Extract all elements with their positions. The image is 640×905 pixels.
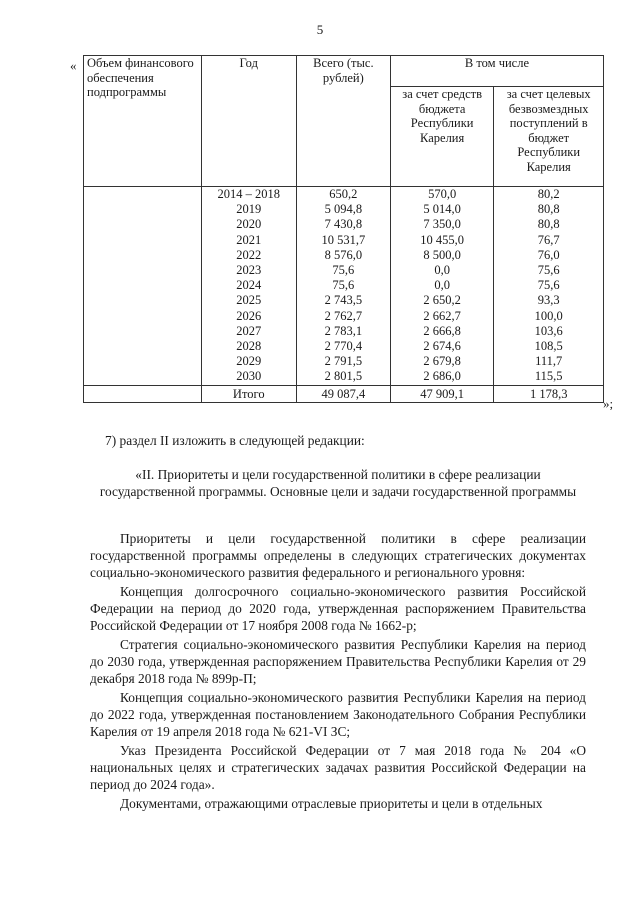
- table-row: [84, 248, 604, 263]
- row-budget: 5 014,0: [390, 202, 493, 217]
- row-label-cell: [84, 339, 202, 354]
- row-total: 2 783,1: [296, 324, 390, 339]
- table-row: [84, 202, 604, 217]
- row-budget: 2 650,2: [390, 293, 493, 308]
- row-budget: 0,0: [390, 263, 493, 278]
- table-row: [84, 369, 604, 385]
- table-header-row: [84, 56, 604, 87]
- amendment-item-7: 7) раздел II изложить в следующей редакции:: [105, 433, 365, 448]
- row-label-cell: [84, 233, 202, 248]
- row-grants: 115,5: [494, 369, 604, 385]
- row-label-cell: [84, 187, 202, 203]
- row-total: 2 762,7: [296, 309, 390, 324]
- row-grants: 75,6: [494, 278, 604, 293]
- row-budget: 7 350,0: [390, 217, 493, 232]
- row-grants: 76,0: [494, 248, 604, 263]
- opening-quote: «: [70, 58, 77, 73]
- row-grants: 80,8: [494, 202, 604, 217]
- row-grants: 80,8: [494, 217, 604, 232]
- row-total: 2 743,5: [296, 293, 390, 308]
- row-year: 2029: [201, 354, 296, 369]
- header-grant-funds: за счет целевых безвозмездных поступлений в бюджет Республики Карелия: [494, 87, 604, 187]
- row-year: 2023: [201, 263, 296, 278]
- row-year: 2014 – 2018: [201, 187, 296, 203]
- paragraph: Концепция долгосрочного социально-экономического развития Российской Федерации на период до 2020 года, утвержденная распоряжением Правительства Российской Федерации от 17 ноября 2008 года № 1662-р;: [90, 584, 586, 633]
- row-label-cell: [84, 309, 202, 324]
- row-grants: 103,6: [494, 324, 604, 339]
- row-year: 2026: [201, 309, 296, 324]
- row-year: 2025: [201, 293, 296, 308]
- row-label-cell: [84, 324, 202, 339]
- page-number: 5: [316, 22, 324, 37]
- row-year: 2020: [201, 217, 296, 232]
- table-row: [84, 233, 604, 248]
- row-year: 2028: [201, 339, 296, 354]
- table-row: [84, 217, 604, 232]
- row-grants: 111,7: [494, 354, 604, 369]
- row-label-cell: [84, 369, 202, 385]
- row-total: 2 770,4: [296, 339, 390, 354]
- closing-quote: »;: [603, 396, 614, 411]
- table-body: [84, 187, 604, 386]
- row-label-cell: [84, 278, 202, 293]
- total-label: Итого: [201, 385, 296, 402]
- table-total-row: [84, 385, 604, 402]
- row-year: 2019: [201, 202, 296, 217]
- body-text: [90, 530, 586, 814]
- row-budget: 2 679,8: [390, 354, 493, 369]
- row-total: 5 094,8: [296, 202, 390, 217]
- total-grants: 1 178,3: [494, 385, 604, 402]
- row-label-cell: [84, 293, 202, 308]
- row-budget: 2 662,7: [390, 309, 493, 324]
- header-including: В том числе: [390, 56, 603, 87]
- row-grants: 108,5: [494, 339, 604, 354]
- paragraph: Концепция социально-экономического развития Республики Карелия на период до 2022 года, утвержденная постановлением Законодательного Собрания Республики Карелия от 19 апреля 2018 года № 621-VI ЗС;: [90, 690, 586, 739]
- section-heading: «II. Приоритеты и цели государственной политики в сфере реализации государственной программы. Основные цели и задачи государственной программы: [99, 467, 577, 499]
- paragraph: Указ Президента Российской Федерации от 7 мая 2018 года № 204 «О национальных целях и стратегических задачах развития Российской Федерации на период до 2024 года».: [90, 743, 586, 792]
- row-label-cell: [84, 263, 202, 278]
- row-label-cell: [84, 217, 202, 232]
- table-row: [84, 354, 604, 369]
- paragraph: Приоритеты и цели государственной политики в сфере реализации государственной программы определены в следующих стратегических документах социально-экономического развития федерального и регионального уровня:: [90, 531, 586, 580]
- paragraph: Стратегия социально-экономического развития Республики Карелия на период до 2030 года, утвержденная распоряжением Правительства Республики Карелия от 29 декабря 2018 года № 899р-П;: [90, 637, 586, 686]
- row-label-cell: [84, 202, 202, 217]
- header-total: Всего (тыс. рублей): [296, 56, 390, 187]
- table-row: [84, 309, 604, 324]
- row-year: 2024: [201, 278, 296, 293]
- row-label-cell: [84, 354, 202, 369]
- table-row: [84, 293, 604, 308]
- row-grants: 100,0: [494, 309, 604, 324]
- row-budget: 570,0: [390, 187, 493, 203]
- table-row: [84, 263, 604, 278]
- row-total: 2 791,5: [296, 354, 390, 369]
- row-year: 2022: [201, 248, 296, 263]
- header-financing-volume: Объем финансового обеспечения подпрограммы: [84, 56, 202, 187]
- paragraph: Документами, отражающими отраслевые приоритеты и цели в отдельных: [120, 796, 543, 811]
- row-budget: 2 686,0: [390, 369, 493, 385]
- total-sum: 49 087,4: [296, 385, 390, 402]
- row-total: 2 801,5: [296, 369, 390, 385]
- row-budget: 2 674,6: [390, 339, 493, 354]
- table-row: [84, 187, 604, 203]
- row-total: 8 576,0: [296, 248, 390, 263]
- row-grants: 76,7: [494, 233, 604, 248]
- header-year: Год: [201, 56, 296, 187]
- header-budget-funds: за счет средств бюджета Республики Карелия: [390, 87, 493, 187]
- row-budget: 0,0: [390, 278, 493, 293]
- total-empty-cell: [84, 385, 202, 402]
- row-label-cell: [84, 248, 202, 263]
- table-row: [84, 324, 604, 339]
- row-grants: 93,3: [494, 293, 604, 308]
- row-budget: 8 500,0: [390, 248, 493, 263]
- total-budget: 47 909,1: [390, 385, 493, 402]
- row-total: 7 430,8: [296, 217, 390, 232]
- row-year: 2021: [201, 233, 296, 248]
- row-total: 75,6: [296, 263, 390, 278]
- row-budget: 10 455,0: [390, 233, 493, 248]
- row-year: 2027: [201, 324, 296, 339]
- row-grants: 80,2: [494, 187, 604, 203]
- row-budget: 2 666,8: [390, 324, 493, 339]
- row-total: 75,6: [296, 278, 390, 293]
- row-grants: 75,6: [494, 263, 604, 278]
- table-row: [84, 339, 604, 354]
- row-year: 2030: [201, 369, 296, 385]
- row-total: 650,2: [296, 187, 390, 203]
- table-row: [84, 278, 604, 293]
- financing-table: [83, 55, 604, 403]
- row-total: 10 531,7: [296, 233, 390, 248]
